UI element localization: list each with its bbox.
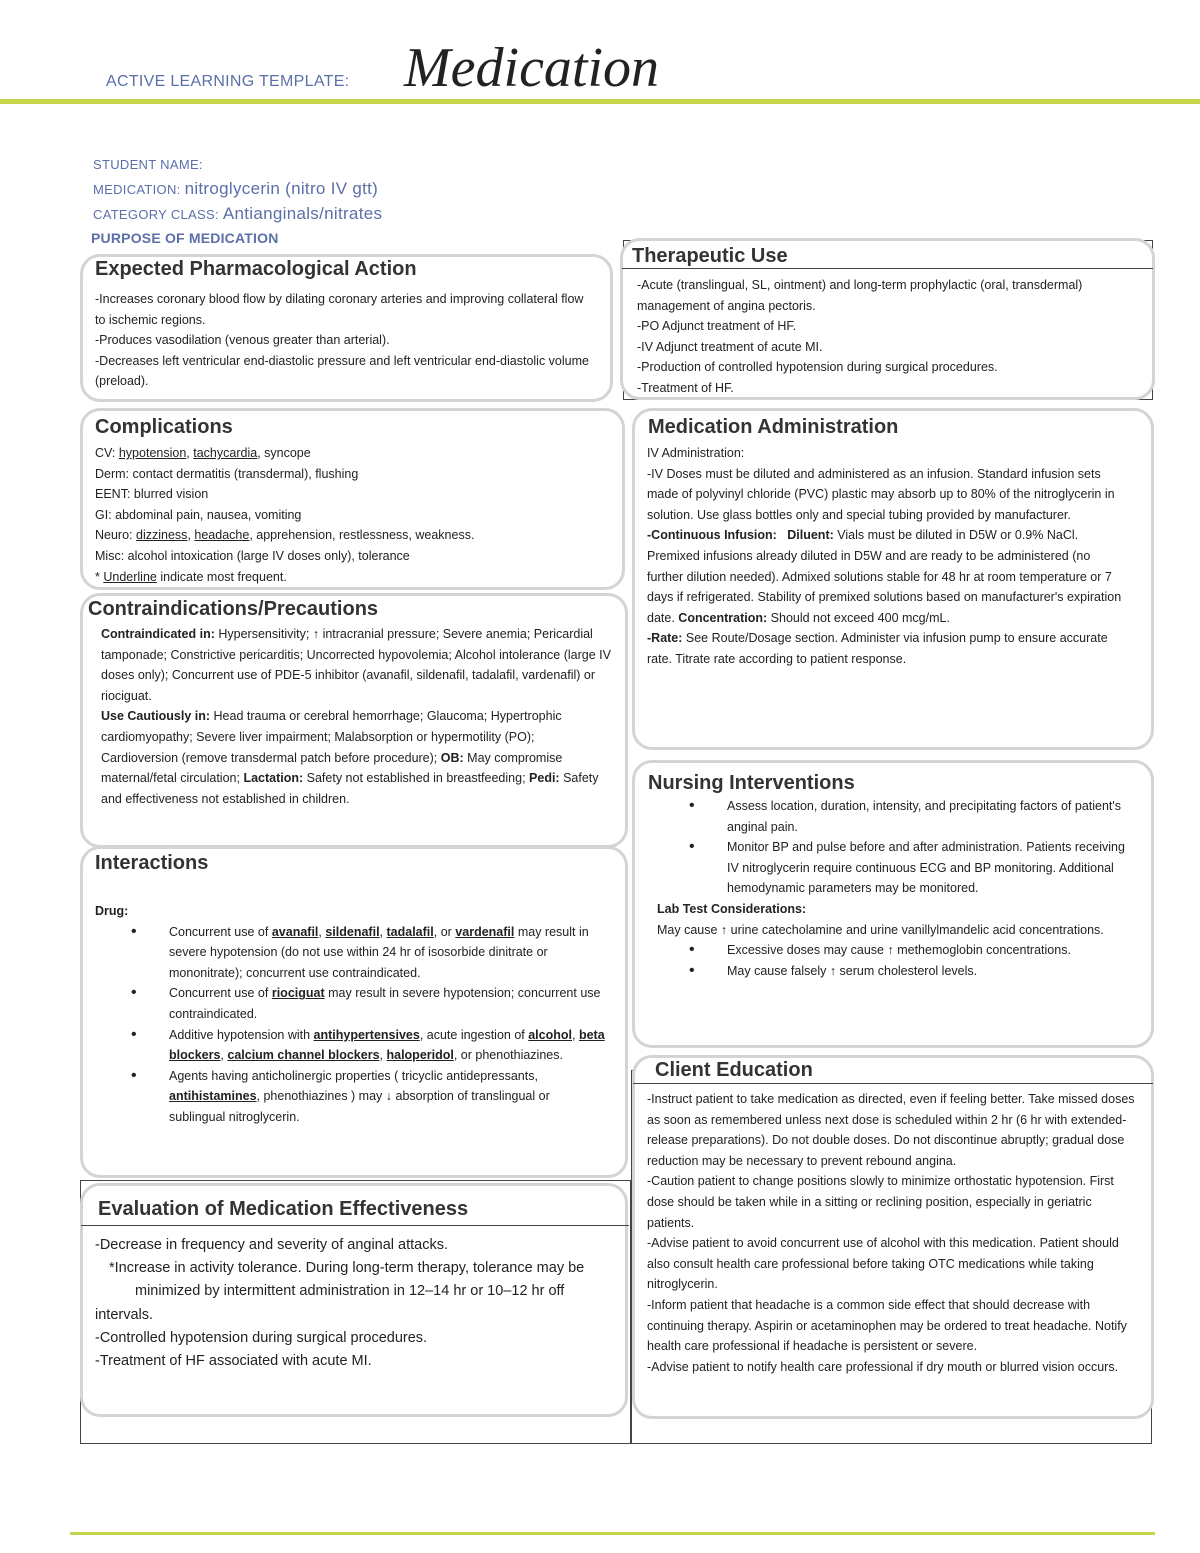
complication-note: * Underline indicate most frequent.	[95, 569, 287, 584]
evaluation-line: *Increase in activity tolerance. During long-term therapy, tolerance may be	[109, 1260, 585, 1277]
expected-action-line: -Increases coronary blood flow by dilating coronary arteries and improving collateral flow to ischemic regions.	[95, 292, 584, 327]
nursing-list	[653, 796, 1133, 899]
lab-item: • Excessive doses may cause ↑ methemoglobin concentrations.	[653, 940, 1133, 961]
medication-administration-title: Medication Administration	[648, 416, 899, 438]
contraindications-body	[101, 624, 611, 809]
contraindications-title: Contraindications/Precautions	[88, 598, 379, 620]
evaluation-line: -Decrease in frequency and severity of anginal attacks.	[95, 1237, 449, 1253]
complication-misc: Misc: alcohol intoxication (large IV doses only), tolerance	[95, 548, 410, 563]
complications-title: Complications	[95, 416, 233, 438]
therapeutic-line: -IV Adjunct treatment of acute MI.	[637, 339, 823, 354]
lab-test-label: Lab Test Considerations:	[657, 901, 807, 916]
medication-row	[93, 179, 378, 199]
complication-neuro: Neuro: dizziness, headache, apprehension, restlessness, weakness.	[95, 528, 475, 543]
category-value: Antianginals/nitrates	[222, 204, 383, 223]
nursing-item: • Assess location, duration, intensity, and precipitating factors of patient's anginal pain.	[653, 796, 1133, 837]
interaction-item: • Concurrent use of riociguat may result in severe hypotension; concurrent use contraindicated.	[95, 983, 605, 1024]
lab-list	[653, 940, 1133, 981]
interaction-item: • Additive hypotension with antihypertensives, acute ingestion of alcohol, beta blockers, calcium channel blockers, haloperidol, or phenothiazines.	[95, 1025, 605, 1066]
use-cautiously-in: Use Cautiously in: Head trauma or cerebral hemorrhage; Glaucoma; Hypertrophic cardiomyopathy; Severe liver impairment; Malabsorption or hypermotility (PO); Cardioversion (remove transdermal patch before procedure); OB: May compromise maternal/fetal circulation; Lactation: Safety not established in breastfeeding; Pedi: Safety and effectiveness not established in children.	[101, 709, 599, 806]
iv-doses: -IV Doses must be diluted and administered as an infusion. Standard infusion sets made of polyvinyl chloride (PVC) plastic may absorb up to 80% of the nitroglycerin in solution. Use glass bottles only and special tubing provided by manufacturer.	[647, 466, 1115, 522]
therapeutic-line: -Treatment of HF.	[637, 380, 734, 395]
page-title: Medication	[404, 37, 660, 99]
evaluation-body	[95, 1234, 610, 1373]
medication-administration-body	[647, 443, 1125, 670]
therapeutic-use-title: Therapeutic Use	[632, 245, 788, 267]
education-line: -Instruct patient to take medication as directed, even if feeling better. Take missed doses as soon as remembered unless next dose is scheduled within 2 hr (6 hr with extended-release preparations). Do not double doses. Do not discontinue abruptly; gradual dose reduction may be necessary to prevent rebound angina.	[647, 1092, 1135, 1168]
evaluation-line: -Controlled hypotension during surgical procedures.	[95, 1329, 428, 1346]
interactions-title: Interactions	[95, 852, 209, 874]
education-line: -Caution patient to change positions slowly to minimize orthostatic hypotension. First dose should be taken while in a sitting or reclining position, especially in geriatric patients.	[647, 1174, 1114, 1230]
student-name-label: STUDENT NAME:	[93, 157, 203, 172]
therapeutic-divider	[622, 268, 1153, 269]
evaluation-line: minimized by intermittent administration in 12–14 hr or 10–12 hr off intervals.	[95, 1283, 565, 1323]
expected-action-title: Expected Pharmacological Action	[95, 258, 417, 280]
nursing-interventions-title: Nursing Interventions	[648, 772, 855, 794]
header-rule	[0, 99, 1200, 104]
therapeutic-line: -Acute (translingual, SL, ointment) and long-term prophylactic (oral, transdermal) management of angina pectoris.	[637, 278, 1083, 313]
expected-action-line: -Decreases left ventricular end-diastolic pressure and left ventricular end-diastolic volume (preload).	[95, 353, 589, 389]
lab-test-text: May cause ↑ urine catecholamine and urine vanillylmandelic acid concentrations.	[657, 922, 1104, 937]
nursing-interventions-body	[653, 796, 1133, 981]
expected-action-line: -Produces vasodilation (venous greater than arterial).	[95, 333, 390, 348]
education-divider	[633, 1083, 1153, 1084]
interactions-body	[95, 901, 605, 1128]
contraindicated-in: Contraindicated in: Hypersensitivity; ↑ intracranial pressure; Severe anemia; Pericardial tamponade; Constrictive pericarditis; Uncorrected hypovolemia; Alcohol intolerance (large IV doses only); Concurrent use of PDE-5 inhibitor (avanafil, sildenafil, tadalafil, vardenafil) or riociguat.	[101, 627, 611, 703]
evaluation-divider	[81, 1225, 629, 1226]
category-row	[93, 204, 382, 224]
continuous-infusion: -Continuous Infusion: Diluent: Vials must be diluted in D5W or 0.9% NaCl. Premixed infusions already diluted in D5W and are ready to be administered (no further dilution needed). Admixed solutions stable for 48 hr at room temperature or 7 days if refrigerated. Stability of premixed solutions based on manufacturer's expiration date. Concentration: Should not exceed 400 mcg/mL.	[647, 528, 1122, 625]
expected-action-body	[95, 289, 595, 392]
category-label: CATEGORY CLASS:	[93, 207, 219, 222]
complication-eent: EENT: blurred vision	[95, 487, 209, 502]
complication-derm: Derm: contact dermatitis (transdermal), flushing	[95, 466, 359, 481]
therapeutic-line: -PO Adjunct treatment of HF.	[637, 319, 797, 334]
interaction-item: • Concurrent use of avanafil, sildenafil, tadalafil, or vardenafil may result in severe hypotension (do not use within 24 hr of isosorbide dinitrate or mononitrate); concurrent use contraindicated.	[95, 922, 605, 984]
nursing-item: • Monitor BP and pulse before and after administration. Patients receiving IV nitroglycerin require continuous ECG and BP monitoring. Additional hemodynamic parameters may be monitored.	[653, 837, 1133, 899]
therapeutic-line: -Production of controlled hypotension during surgical procedures.	[637, 360, 998, 375]
lab-item: • May cause falsely ↑ serum cholesterol levels.	[653, 961, 1133, 982]
student-name-row	[93, 157, 203, 172]
complication-cv: CV: hypotension, tachycardia, syncope	[95, 446, 311, 460]
drug-label: Drug:	[95, 904, 129, 918]
medication-value: nitroglycerin (nitro IV gtt)	[184, 179, 379, 198]
purpose-label: PURPOSE OF MEDICATION	[91, 230, 279, 246]
complication-gi: GI: abdominal pain, nausea, vomiting	[95, 507, 302, 522]
rate: -Rate: See Route/Dosage section. Administer via infusion pump to ensure accurate rate. Titrate rate according to patient response.	[647, 631, 1108, 666]
client-education-title: Client Education	[655, 1059, 813, 1081]
medication-label: MEDICATION:	[93, 182, 181, 197]
interaction-list	[95, 922, 605, 1128]
complications-body	[95, 443, 615, 587]
evaluation-line: -Treatment of HF associated with acute MI.	[95, 1353, 372, 1370]
interaction-item: • Agents having anticholinergic properties ( tricyclic antidepressants, antihistamines, phenothiazines ) may ↓ absorption of translingual or sublingual nitroglycerin.	[95, 1066, 605, 1128]
footer-rule	[70, 1532, 1155, 1535]
evaluation-title: Evaluation of Medication Effectiveness	[98, 1198, 469, 1220]
education-line: -Inform patient that headache is a common side effect that should decrease with continuing therapy. Aspirin or acetaminophen may be ordered to treat headache. Notify health care professional if headache is persistent or severe.	[647, 1297, 1127, 1354]
iv-heading: IV Administration:	[647, 446, 745, 460]
client-education-body	[647, 1089, 1137, 1377]
education-line: -Advise patient to notify health care professional if dry mouth or blurred vision occurs.	[647, 1359, 1119, 1374]
therapeutic-use-body	[637, 275, 1107, 399]
template-label: ACTIVE LEARNING TEMPLATE:	[106, 73, 350, 90]
education-line: -Advise patient to avoid concurrent use of alcohol with this medication. Patient should also consult health care professional before taking OTC medications while taking nitroglycerin.	[647, 1236, 1119, 1292]
